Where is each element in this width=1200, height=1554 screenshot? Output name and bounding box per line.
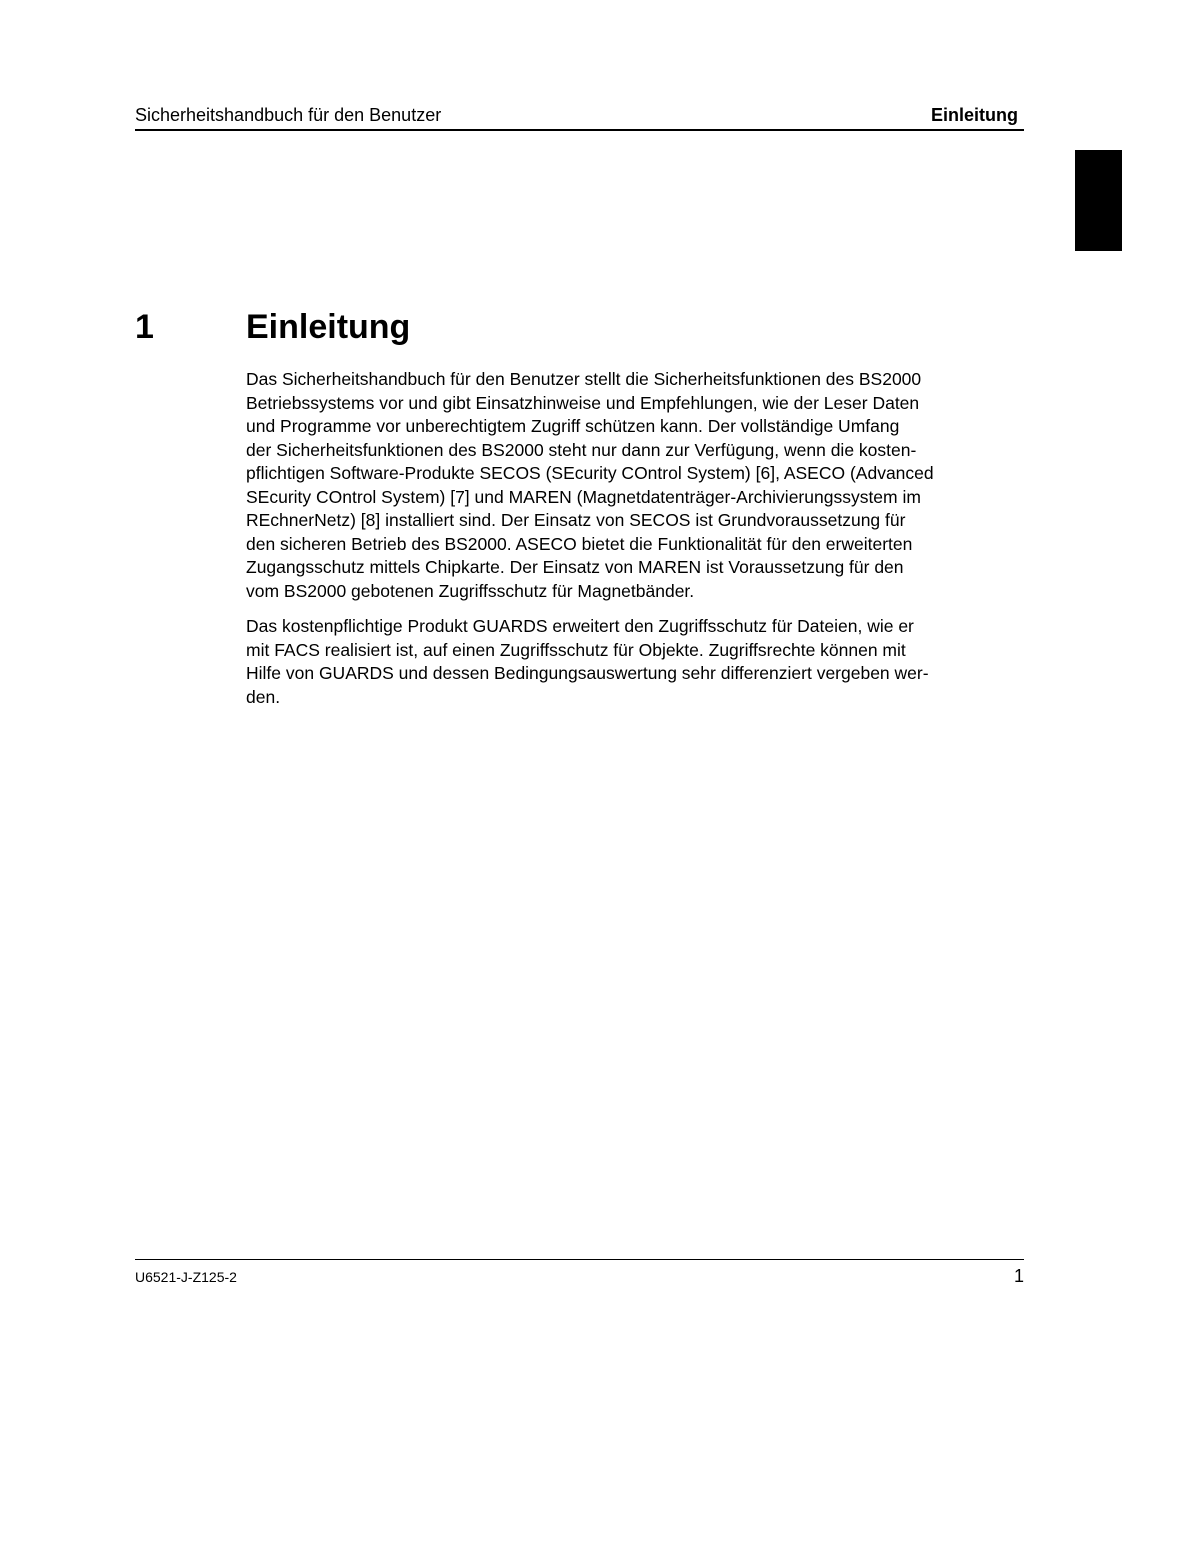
running-header-chapter: Einleitung xyxy=(931,105,1018,125)
chapter-title: Einleitung xyxy=(246,308,411,346)
running-header-title: Sicherheitshandbuch für den Benutzer xyxy=(135,105,442,125)
paragraph: Das kostenpflichtige Produkt GUARDS erweitert den Zugriffsschutz für Dateien, wie er mit FACS realisiert ist, auf einen Zugriffsschutz für Objekte. Zugriffsrechte können mit Hilfe von GUARDS und dessen Bedingungsauswertung sehr differenziert vergeben wer- den. xyxy=(246,616,929,707)
document-code: U6521-J-Z125-2 xyxy=(135,1269,237,1285)
page-number: 1 xyxy=(1013,1266,1024,1286)
page-footer xyxy=(135,1259,1024,1288)
chapter-thumb-tab xyxy=(1075,150,1122,251)
body-text xyxy=(246,368,1011,721)
page-header xyxy=(135,103,1024,131)
paragraph: Das Sicherheitshandbuch für den Benutzer stellt die Sicherheitsfunktionen des BS2000 Betriebssystems vor und gibt Einsatzhinweise und Empfehlungen, wie der Leser Daten und Programme vor unberechtigtem Zugriff schützen kann. Der vollständige Umfang der Sicherheitsfunktionen des BS2000 steht nur dann zur Verfügung, wenn die kosten- pflichtigen Software-Produkte SECOS (SEcurity COntrol System) [6], ASECO (Advanced SEcurity COntrol System) [7] und MAREN (Magnetdatenträger-Archivierungssystem im REchnerNetz) [8] installiert sind. Der Einsatz von SECOS ist Grundvoraussetzung für den sicheren Betrieb des BS2000. ASECO bietet die Funktionalität für den erweiterten Zugangsschutz mittels Chipkarte. Der Einsatz von MAREN ist Voraussetzung für den vom BS2000 gebotenen Zugriffsschutz für Magnetbänder. xyxy=(246,369,934,601)
chapter-number: 1 xyxy=(135,308,154,346)
